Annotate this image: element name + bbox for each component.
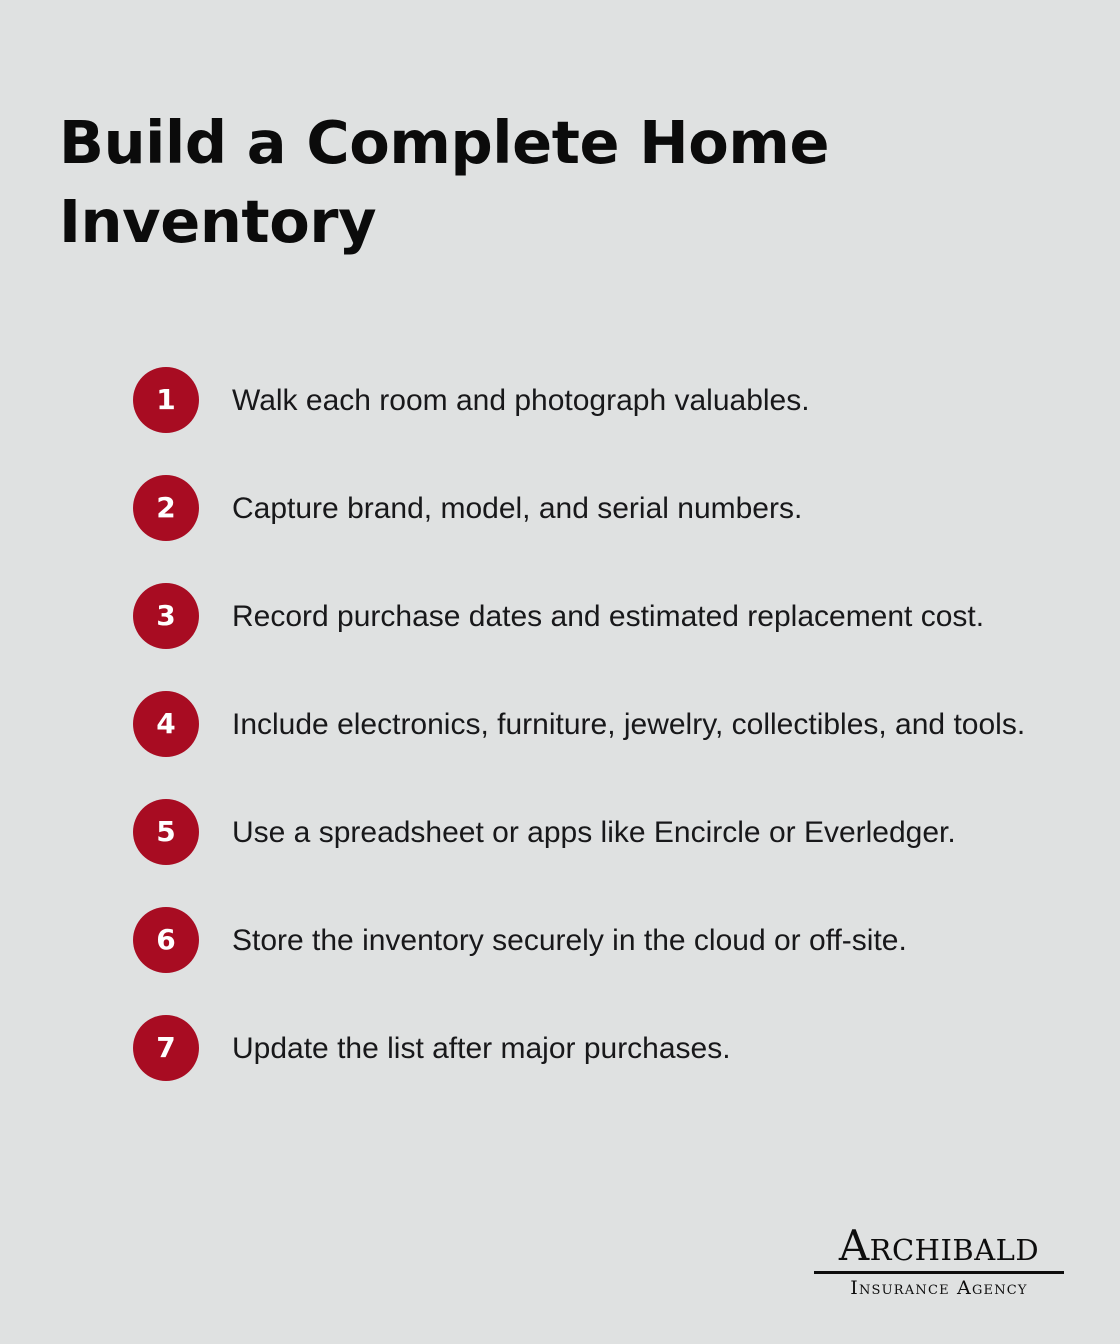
list-item (133, 583, 1043, 649)
step-number-badge: 5 (133, 799, 199, 865)
step-text: Walk each room and photograph valuables. (232, 383, 810, 417)
list-item (133, 1015, 1043, 1081)
step-text: Update the list after major purchases. (232, 1031, 731, 1065)
list-item (133, 907, 1043, 973)
logo-divider (814, 1271, 1064, 1274)
list-item (133, 691, 1043, 757)
list-item (133, 367, 1043, 433)
list-item (133, 475, 1043, 541)
logo-tagline: Insurance Agency (850, 1277, 1028, 1299)
list-item (133, 799, 1043, 865)
step-number-badge: 1 (133, 367, 199, 433)
step-number-badge: 2 (133, 475, 199, 541)
step-number-badge: 3 (133, 583, 199, 649)
step-text: Record purchase dates and estimated replacement cost. (232, 599, 985, 633)
step-text: Include electronics, furniture, jewelry, collectibles, and tools. (232, 707, 1026, 741)
step-text: Use a spreadsheet or apps like Encircle or Everledger. (232, 815, 956, 849)
step-number-badge: 6 (133, 907, 199, 973)
logo-wordmark: Archibald (838, 1221, 1040, 1270)
step-text: Store the inventory securely in the cloud or off-site. (232, 923, 907, 957)
steps-list (133, 367, 1043, 1081)
step-text: Capture brand, model, and serial numbers. (232, 491, 803, 525)
title-block (59, 103, 899, 261)
step-number-badge: 7 (133, 1015, 199, 1081)
page-title: Build a Complete Home Inventory (59, 108, 830, 256)
brand-logo (814, 1221, 1064, 1299)
step-number-badge: 4 (133, 691, 199, 757)
